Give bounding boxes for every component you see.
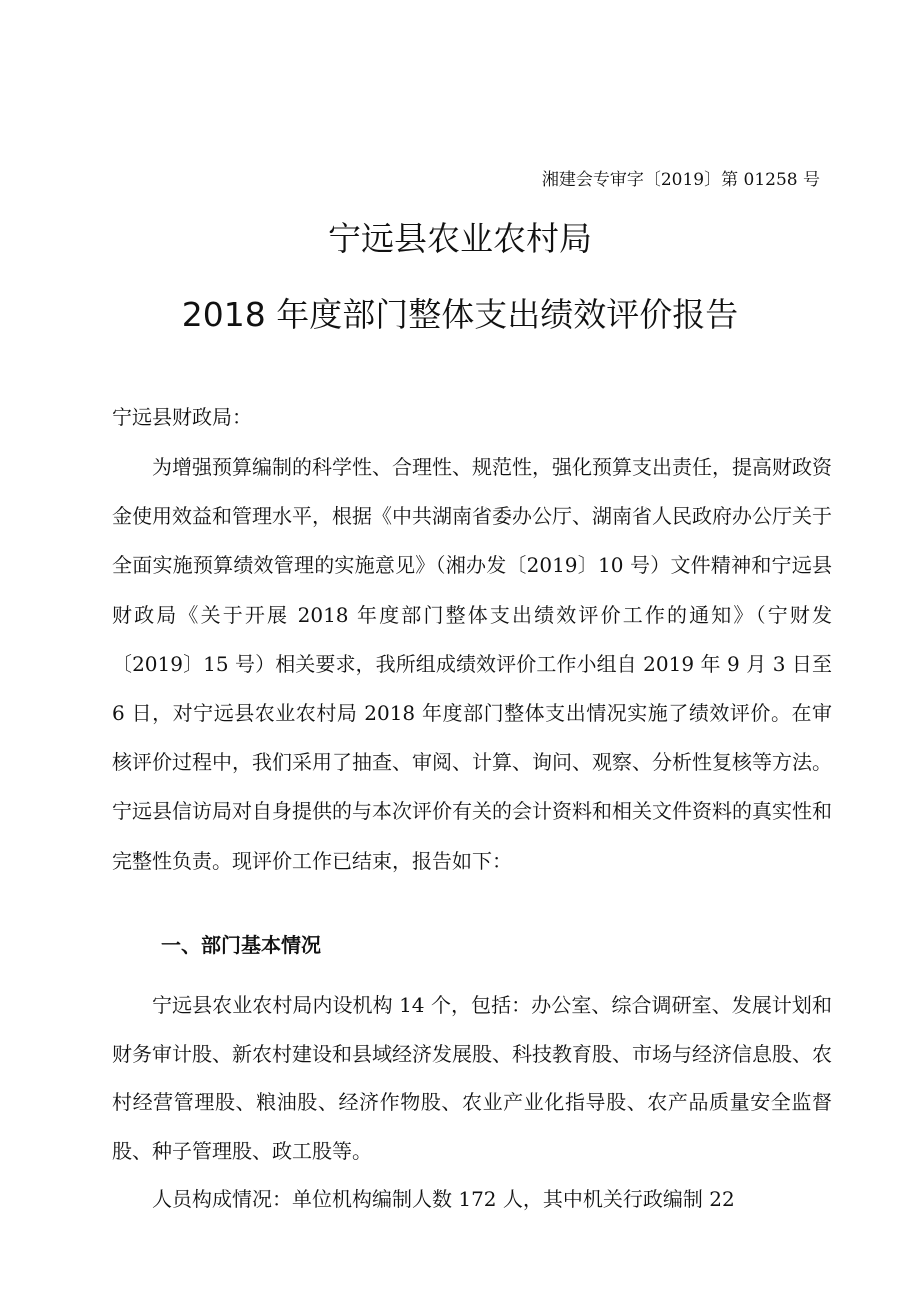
report-title-line-2: 2018 年度部门整体支出绩效评价报告 (181, 295, 739, 334)
document-number: 湘建会专审字〔2019〕第 01258 号 (541, 170, 820, 190)
salutation: 宁远县财政局： (112, 405, 252, 429)
section-paragraph-departments: 宁远县农业农村局内设机构 14 个，包括：办公室、综合调研室、发展计划和财务审计股、新农村建设和县域经济发展股、科技教育股、市场与经济信息股、农村经营管理股、粮油股、经济作物股、农业产业化指导股、农产品质量安全监督股、种子管理股、政工股等。 (112, 993, 832, 1163)
section-heading-basic-info: 一、部门基本情况 (161, 933, 321, 957)
section-paragraph-staffing: 人员构成情况：单位机构编制人数 172 人，其中机关行政编制 22 (152, 1187, 735, 1211)
intro-paragraph: 为增强预算编制的科学性、合理性、规范性，强化预算支出责任，提高财政资金使用效益和管理水平，根据《中共湖南省委办公厅、湖南省人民政府办公厅关于全面实施预算绩效管理的实施意见》（湘办发〔2019〕10 号）文件精神和宁远县财政局《关于开展 2018 年度部门整体支出绩效评价工作的通知》（宁财发〔2019〕15 号）相关要求，我所组成绩效评价工作小组自 2019 年 9 月 3 日至 6 日，对宁远县农业农村局 2018 年度部门整体支出情况实施了绩效评价。在审核评价过程中，我们采用了抽查、审阅、计算、询问、观察、分析性复核等方法。宁远县信访局对自身提供的与本次评价有关的会计资料和相关文件资料的真实性和完整性负责。现评价工作已结束，报告如下： (112, 455, 832, 873)
report-title-line-1: 宁远县农业农村局 (328, 219, 592, 258)
